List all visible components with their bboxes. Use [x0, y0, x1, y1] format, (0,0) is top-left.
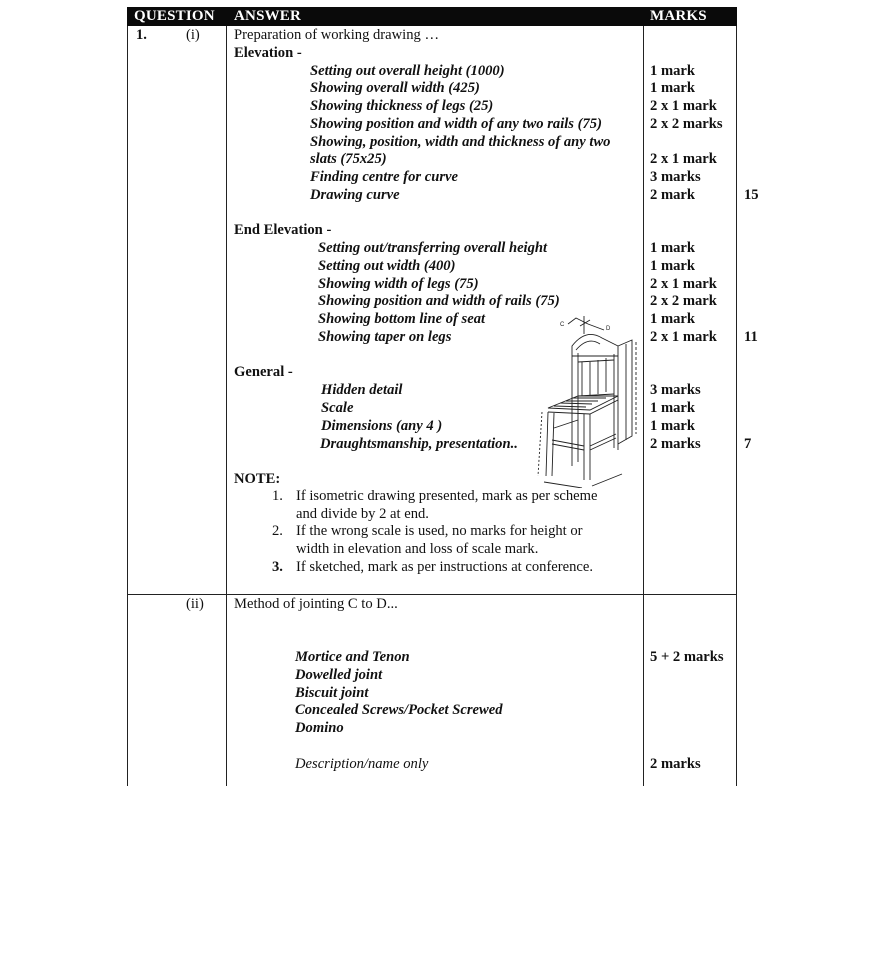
note-number: 2.: [272, 523, 283, 540]
end-elevation-item: Setting out/transferring overall height: [318, 240, 548, 256]
note-line: If the wrong scale is used, no marks for height or: [296, 523, 583, 540]
end-elevation-item: Showing width of legs (75): [318, 276, 479, 292]
end-elevation-heading: End Elevation -: [234, 222, 332, 238]
table-divider-answer: [643, 26, 644, 786]
note-number: 1.: [272, 488, 283, 504]
general-total: 7: [744, 436, 752, 452]
elevation-mark: 2 mark: [650, 187, 695, 203]
general-mark: 1 mark: [650, 418, 695, 434]
note-list: [272, 488, 622, 577]
note-item: [272, 523, 622, 558]
note-line: If isometric drawing presented, mark as per scheme: [296, 488, 598, 504]
jointing-method: Dowelled joint: [295, 667, 383, 683]
end-elevation-item: Showing bottom line of seat: [318, 311, 486, 327]
elevation-mark: 3 marks: [650, 169, 701, 185]
elevation-mark: 1 mark: [650, 63, 695, 79]
part-i-intro: Preparation of working drawing …: [234, 27, 440, 43]
elevation-item: Showing overall width (425): [310, 80, 480, 96]
elevation-item: Showing position and width of any two rails (75): [310, 116, 602, 132]
general-mark: 1 mark: [650, 400, 695, 416]
elevation-item: Drawing curve: [310, 187, 400, 203]
jointing-method: Domino: [295, 720, 344, 736]
elevation-heading: Elevation -: [234, 45, 302, 61]
table-header: [127, 7, 737, 26]
description-note: Description/name only: [295, 756, 429, 772]
end-elevation-mark: 1 mark: [650, 258, 695, 274]
table-divider-question: [226, 26, 227, 786]
elevation-item: Setting out overall height (1000): [310, 63, 505, 79]
jointing-method: Biscuit joint: [295, 685, 369, 701]
figure-label-d: D: [606, 326, 611, 332]
note-item: [272, 488, 622, 523]
question-part-ii: (ii): [186, 596, 204, 612]
end-elevation-item: Showing position and width of rails (75): [318, 293, 560, 309]
note-item: [272, 559, 622, 577]
jointing-methods-mark: 5 + 2 marks: [650, 649, 724, 665]
elevation-mark: 2 x 1 mark: [650, 98, 717, 114]
elevation-mark: 1 mark: [650, 80, 695, 96]
end-elevation-mark: 1 mark: [650, 240, 695, 256]
general-mark: 3 marks: [650, 382, 701, 398]
end-elevation-item: Showing taper on legs: [318, 329, 452, 345]
header-marks: MARKS: [650, 8, 707, 24]
elevation-item: Showing, position, width and thickness of any two: [310, 134, 611, 150]
elevation-mark: 2 x 1 mark: [650, 151, 717, 167]
note-number: 3.: [272, 558, 283, 575]
end-elevation-mark: 1 mark: [650, 311, 695, 327]
end-elevation-total: 11: [744, 329, 758, 345]
end-elevation-mark: 2 x 2 mark: [650, 293, 717, 309]
table-border-right: [736, 26, 737, 786]
elevation-mark: 2 x 2 marks: [650, 116, 723, 132]
general-mark: 2 marks: [650, 436, 701, 452]
general-heading: General -: [234, 364, 293, 380]
description-mark: 2 marks: [650, 756, 701, 772]
question-number: 1.: [136, 27, 147, 43]
end-elevation-mark: 2 x 1 mark: [650, 329, 717, 345]
figure-label-c: C: [560, 322, 565, 328]
general-item: Dimensions (any 4 ): [321, 418, 443, 434]
general-item: Scale: [321, 400, 354, 416]
note-heading: NOTE:: [234, 471, 281, 487]
elevation-total: 15: [744, 187, 759, 203]
jointing-method: Concealed Screws/Pocket Screwed: [295, 702, 503, 718]
note-line: width in elevation and loss of scale mark.: [296, 541, 539, 558]
end-elevation-mark: 2 x 1 mark: [650, 276, 717, 292]
elevation-item: slats (75x25): [310, 151, 387, 167]
note-line: If sketched, mark as per instructions at conference.: [296, 558, 594, 575]
note-line: and divide by 2 at end.: [296, 505, 429, 522]
general-item: Hidden detail: [321, 382, 403, 398]
header-answer: ANSWER: [234, 8, 302, 24]
chair-isometric-drawing: [528, 316, 640, 488]
elevation-item: Finding centre for curve: [310, 169, 458, 185]
header-question: QUESTION: [134, 8, 215, 24]
table-border-left: [127, 26, 128, 786]
elevation-item: Showing thickness of legs (25): [310, 98, 494, 114]
question-part-i: (i): [186, 27, 200, 43]
end-elevation-item: Setting out width (400): [318, 258, 456, 274]
row-divider: [127, 594, 737, 595]
jointing-method: Mortice and Tenon: [295, 649, 410, 665]
part-ii-intro: Method of jointing C to D...: [234, 596, 398, 612]
general-item: Draughtsmanship, presentation..: [320, 436, 518, 452]
